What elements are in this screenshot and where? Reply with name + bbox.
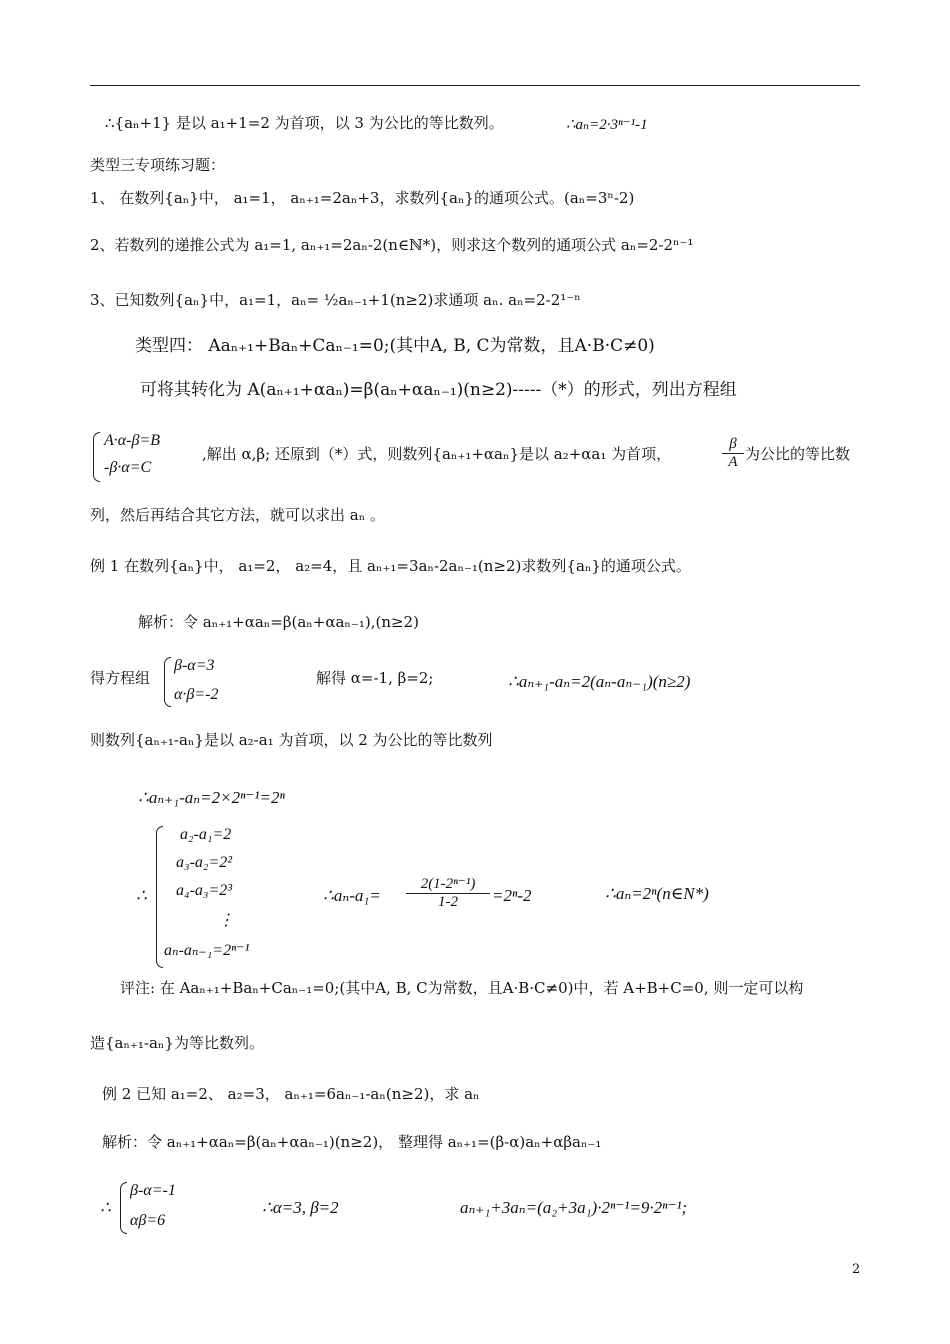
telescoping-row-2: a₃-a₂=2² <box>176 854 233 871</box>
system-1-row-1: A·α-β=B <box>104 432 161 449</box>
system-2-row-2: α·β=-2 <box>174 686 219 703</box>
difference-formula: ∴aₙ₊₁-aₙ=2×2ⁿ⁻¹=2ⁿ <box>138 788 285 807</box>
exercise-2: 2、若数列的递推公式为 a₁=1, aₙ₊₁=2aₙ-2(n∈ℕ*)，则求这个数列的通项公式 aₙ=2-2ⁿ⁻¹ <box>90 236 694 254</box>
type4-explanation-end: 为公比的等比数 <box>745 445 851 463</box>
example-1-solution-setup: 解析：令 aₙ₊₁+αaₙ=β(aₙ+αaₙ₋₁),(n≥2) <box>138 613 419 631</box>
fraction-geometric-sum-numerator: 2(1-2ⁿ⁻¹) <box>406 874 490 894</box>
line-an-formula: ∴aₙ=2·3ⁿ⁻¹-1 <box>566 117 648 133</box>
page-number: 2 <box>852 1262 861 1277</box>
type4-explanation: ,解出 α,β; 还原到（*）式，则数列{aₙ₊₁+αaₙ}是以 a₂+αa₁ 为首项， <box>202 445 672 463</box>
system-4-row-2: αβ=6 <box>130 1212 166 1229</box>
system-1-row-2: -β·α=C <box>104 459 152 476</box>
brace-system-4 <box>120 1182 127 1234</box>
fraction-geometric-sum-denominator: 1-2 <box>438 894 458 910</box>
system-4-solution: ∴α=3, β=2 <box>262 1198 339 1217</box>
brace-system-3 <box>156 826 163 968</box>
example-1-statement: 例 1 在数列{aₙ}中， a₁=2， a₂=4，且 aₙ₊₁=3aₙ-2aₙ₋₁(n≥2)求数列{aₙ}的通项公式。 <box>90 557 691 575</box>
fraction-geometric-sum <box>406 874 490 911</box>
system-4-row-1: β-α=-1 <box>130 1182 176 1199</box>
exercise-3: 3、已知数列{aₙ}中，a₁=1，aₙ= ½aₙ₋₁+1(n≥2)求通项 aₙ. aₙ=2-2¹⁻ⁿ <box>90 291 581 309</box>
example-2-solution-setup: 解析：令 aₙ₊₁+αaₙ=β(aₙ+αaₙ₋₁)(n≥2)， 整理得 aₙ₊₁=(β-α)aₙ+αβaₙ₋₁ <box>102 1133 602 1151</box>
type4-heading: 类型四： Aaₙ₊₁+Baₙ+Caₙ₋₁=0;(其中A, B, C为常数，且A·B·C≠0) <box>135 336 655 356</box>
brace-system-1 <box>93 432 100 482</box>
type4-conclusion: 列，然后再结合其它方法，就可以求出 aₙ 。 <box>90 506 385 524</box>
remark-line-2: 造{aₙ₊₁-aₙ}为等比数列。 <box>90 1034 264 1052</box>
telescoping-row-3: a₄-a₃=2³ <box>176 882 233 899</box>
telescoping-row-4: ⋮ <box>218 912 234 929</box>
example-2-derived-recurrence: aₙ₊₁+3aₙ=(a₂+3a₁)·2ⁿ⁻¹=9·2ⁿ⁻¹; <box>460 1198 688 1217</box>
fraction-beta-over-a <box>722 436 744 471</box>
type4-transform: 可将其转化为 A(aₙ₊₁+αaₙ)=β(aₙ+αaₙ₋₁)(n≥2)-----（*）的形式，列出方程组 <box>140 380 737 400</box>
telescoping-row-5: aₙ-aₙ₋₁=2ⁿ⁻¹ <box>164 942 250 959</box>
sum-lhs: ∴aₙ-a₁= <box>323 886 381 905</box>
system-2-solution: 解得 α=-1, β=2; <box>316 669 434 687</box>
difference-sequence-note: 则数列{aₙ₊₁-aₙ}是以 a₂-a₁ 为首项，以 2 为公比的等比数列 <box>90 731 493 749</box>
therefore-symbol-system-3: ∴ <box>136 886 147 905</box>
fraction-beta-over-a-denominator: A <box>728 454 738 470</box>
sum-result: =2ⁿ-2 <box>492 886 532 905</box>
section-heading-type3-exercises: 类型三专项练习题： <box>90 156 226 174</box>
fraction-beta-over-a-numerator: β <box>722 436 744 454</box>
recurrence-difference: ∴aₙ₊₁-aₙ=2(aₙ-aₙ₋₁)(n≥2) <box>508 672 691 691</box>
system-2-row-1: β-α=3 <box>174 657 215 674</box>
telescoping-row-1: a₂-a₁=2 <box>180 826 232 843</box>
brace-system-2 <box>164 657 171 707</box>
line-geometric-sequence-note: ∴{aₙ+1} 是以 a₁+1=2 为首项，以 3 为公比的等比数列。 <box>105 114 504 132</box>
remark-line-1: 评注: 在 Aaₙ₊₁+Baₙ+Caₙ₋₁=0;(其中A, B, C为常数，且A·B·C≠0)中，若 A+B+C=0, 则一定可以构 <box>120 979 804 997</box>
header-rule <box>90 85 860 86</box>
therefore-symbol-system-4: ∴ <box>100 1198 111 1217</box>
example-1-answer: ∴aₙ=2ⁿ(n∈N*) <box>605 884 709 903</box>
exercise-1: 1、 在数列{aₙ}中， a₁=1， aₙ₊₁=2aₙ+3，求数列{aₙ}的通项公式。(aₙ=3ⁿ-2) <box>90 189 635 207</box>
example-2-statement: 例 2 已知 a₁=2、 a₂=3， aₙ₊₁=6aₙ₋₁-aₙ(n≥2)，求 aₙ <box>102 1085 480 1103</box>
system-2-label: 得方程组 <box>90 669 151 687</box>
